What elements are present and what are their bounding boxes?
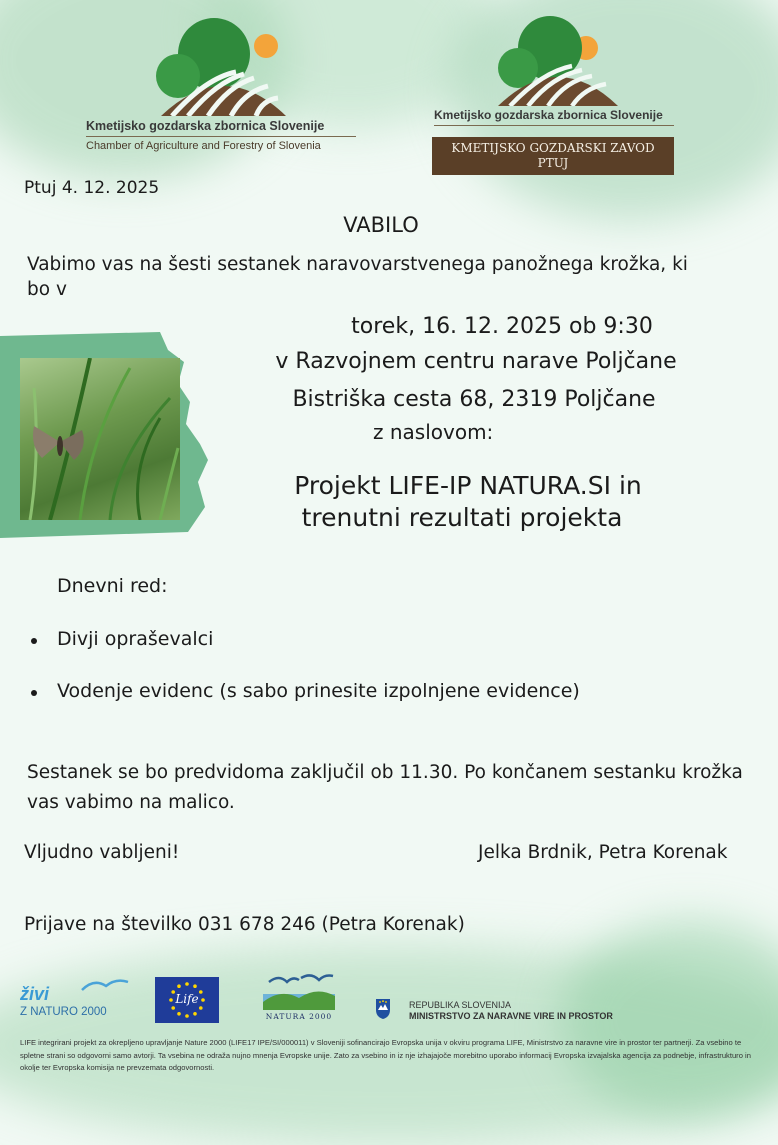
logo-zivi-word: živi [20,984,50,1004]
bullet-icon [31,638,37,644]
agenda-item-text: Vodenje evidenc (s sabo prinesite izpolnjene evidence) [57,680,580,702]
closing-line-1: Sestanek se bo predvidoma zaključil ob 11.30. Po končanem sestanku krožka [27,762,743,783]
registration-info: Prijave na številko 031 678 246 (Petra Korenak) [24,914,465,935]
bird-icon [80,976,130,994]
signatures: Jelka Brdnik, Petra Korenak [478,842,728,863]
agenda-label: Dnevni red: [57,575,168,597]
bullet-icon [31,690,37,696]
logo-kgz-ptuj-box [432,137,674,175]
logo-kgz-ptuj-divider [434,125,674,126]
butterfly-icon [30,424,90,466]
logo-natura-2000 [263,972,335,1024]
logo-kgzs-divider [86,136,356,137]
logo-kgz-ptuj-title: Kmetijsko gozdarska zbornica Slovenije [434,108,663,122]
intro-line-2: bo v [27,279,67,300]
logo-kgzs [86,16,376,161]
ministry-line-1: REPUBLIKA SLOVENIJA [409,1000,512,1010]
logo-kgz-ptuj-box-line2: PTUJ [537,156,569,170]
natura-birds-icon [263,972,335,1010]
subject-label: z naslovom: [373,420,494,444]
photo-frame [0,332,210,538]
logo-kgz-ptuj [432,14,682,174]
logo-kgzs-subtitle: Chamber of Agriculture and Forestry of Slovenia [86,140,321,152]
logo-zivi-subtitle: Z NATURO 2000 [20,1006,107,1018]
logo-ministry [375,998,635,1026]
greeting: Vljudno vabljeni! [24,842,180,863]
logo-kgz-ptuj-box-line1: KMETIJSKO GOZDARSKI ZAVOD [451,141,655,155]
logo-natura-text: NATURA 2000 [265,1012,333,1021]
logo-kgzs-title: Kmetijsko gozdarska zbornica Slovenije [86,119,325,133]
topic-line-1: Projekt LIFE-IP NATURA.SI in [294,471,642,500]
meeting-date-time: torek, 16. 12. 2025 ob 9:30 [351,314,653,339]
butterfly-photo [20,358,180,520]
meeting-address: Bistriška cesta 68, 2319 Poljčane [292,387,656,412]
coat-of-arms-icon [375,998,391,1020]
footer-disclaimer: LIFE integrirani projekt za okrepljeno upravljanje Nature 2000 (LIFE17 IPE/SI/000011) v Sloveniji sofinancirajo Evropska unija v okviru programa LIFE, Ministrstvo za naravne vire in prostor ter partnerji. Za vsebino te spletne strani so odgovorni samo avtorji. Ta vsebina ne odraža nujno mnenja Evropske unije. Zato za vsebino in iz nje izhajajoče morebitno uporabo informacij Evropska izvajalska agencija za podnebje, infrastrukturo in okolje ter Evropska komisija ne prevzemata odgovornosti. [20,1038,751,1072]
logo-kgz-ptuj-emblem [432,14,682,106]
topic-line-2: trenutni rezultati projekta [301,503,623,532]
logo-kgzs-emblem [86,16,376,116]
agenda-item-text: Divji opraševalci [57,628,214,650]
logo-life-text: Life [175,992,199,1006]
intro-line-1: Vabimo vas na šesti sestanek naravovarstvenega panožnega krožka, ki [27,254,688,275]
closing-line-2: vas vabimo na malico. [27,792,235,813]
logo-zivi-z-naturo [18,976,138,1026]
logo-eu-life [155,977,219,1023]
place-date: Ptuj 4. 12. 2025 [24,178,160,198]
ministry-line-2: MINISTRSTVO ZA NARAVNE VIRE IN PROSTOR [409,1011,613,1021]
document-title: VABILO [343,213,419,237]
meeting-venue: v Razvojnem centru narave Poljčane [275,349,677,374]
